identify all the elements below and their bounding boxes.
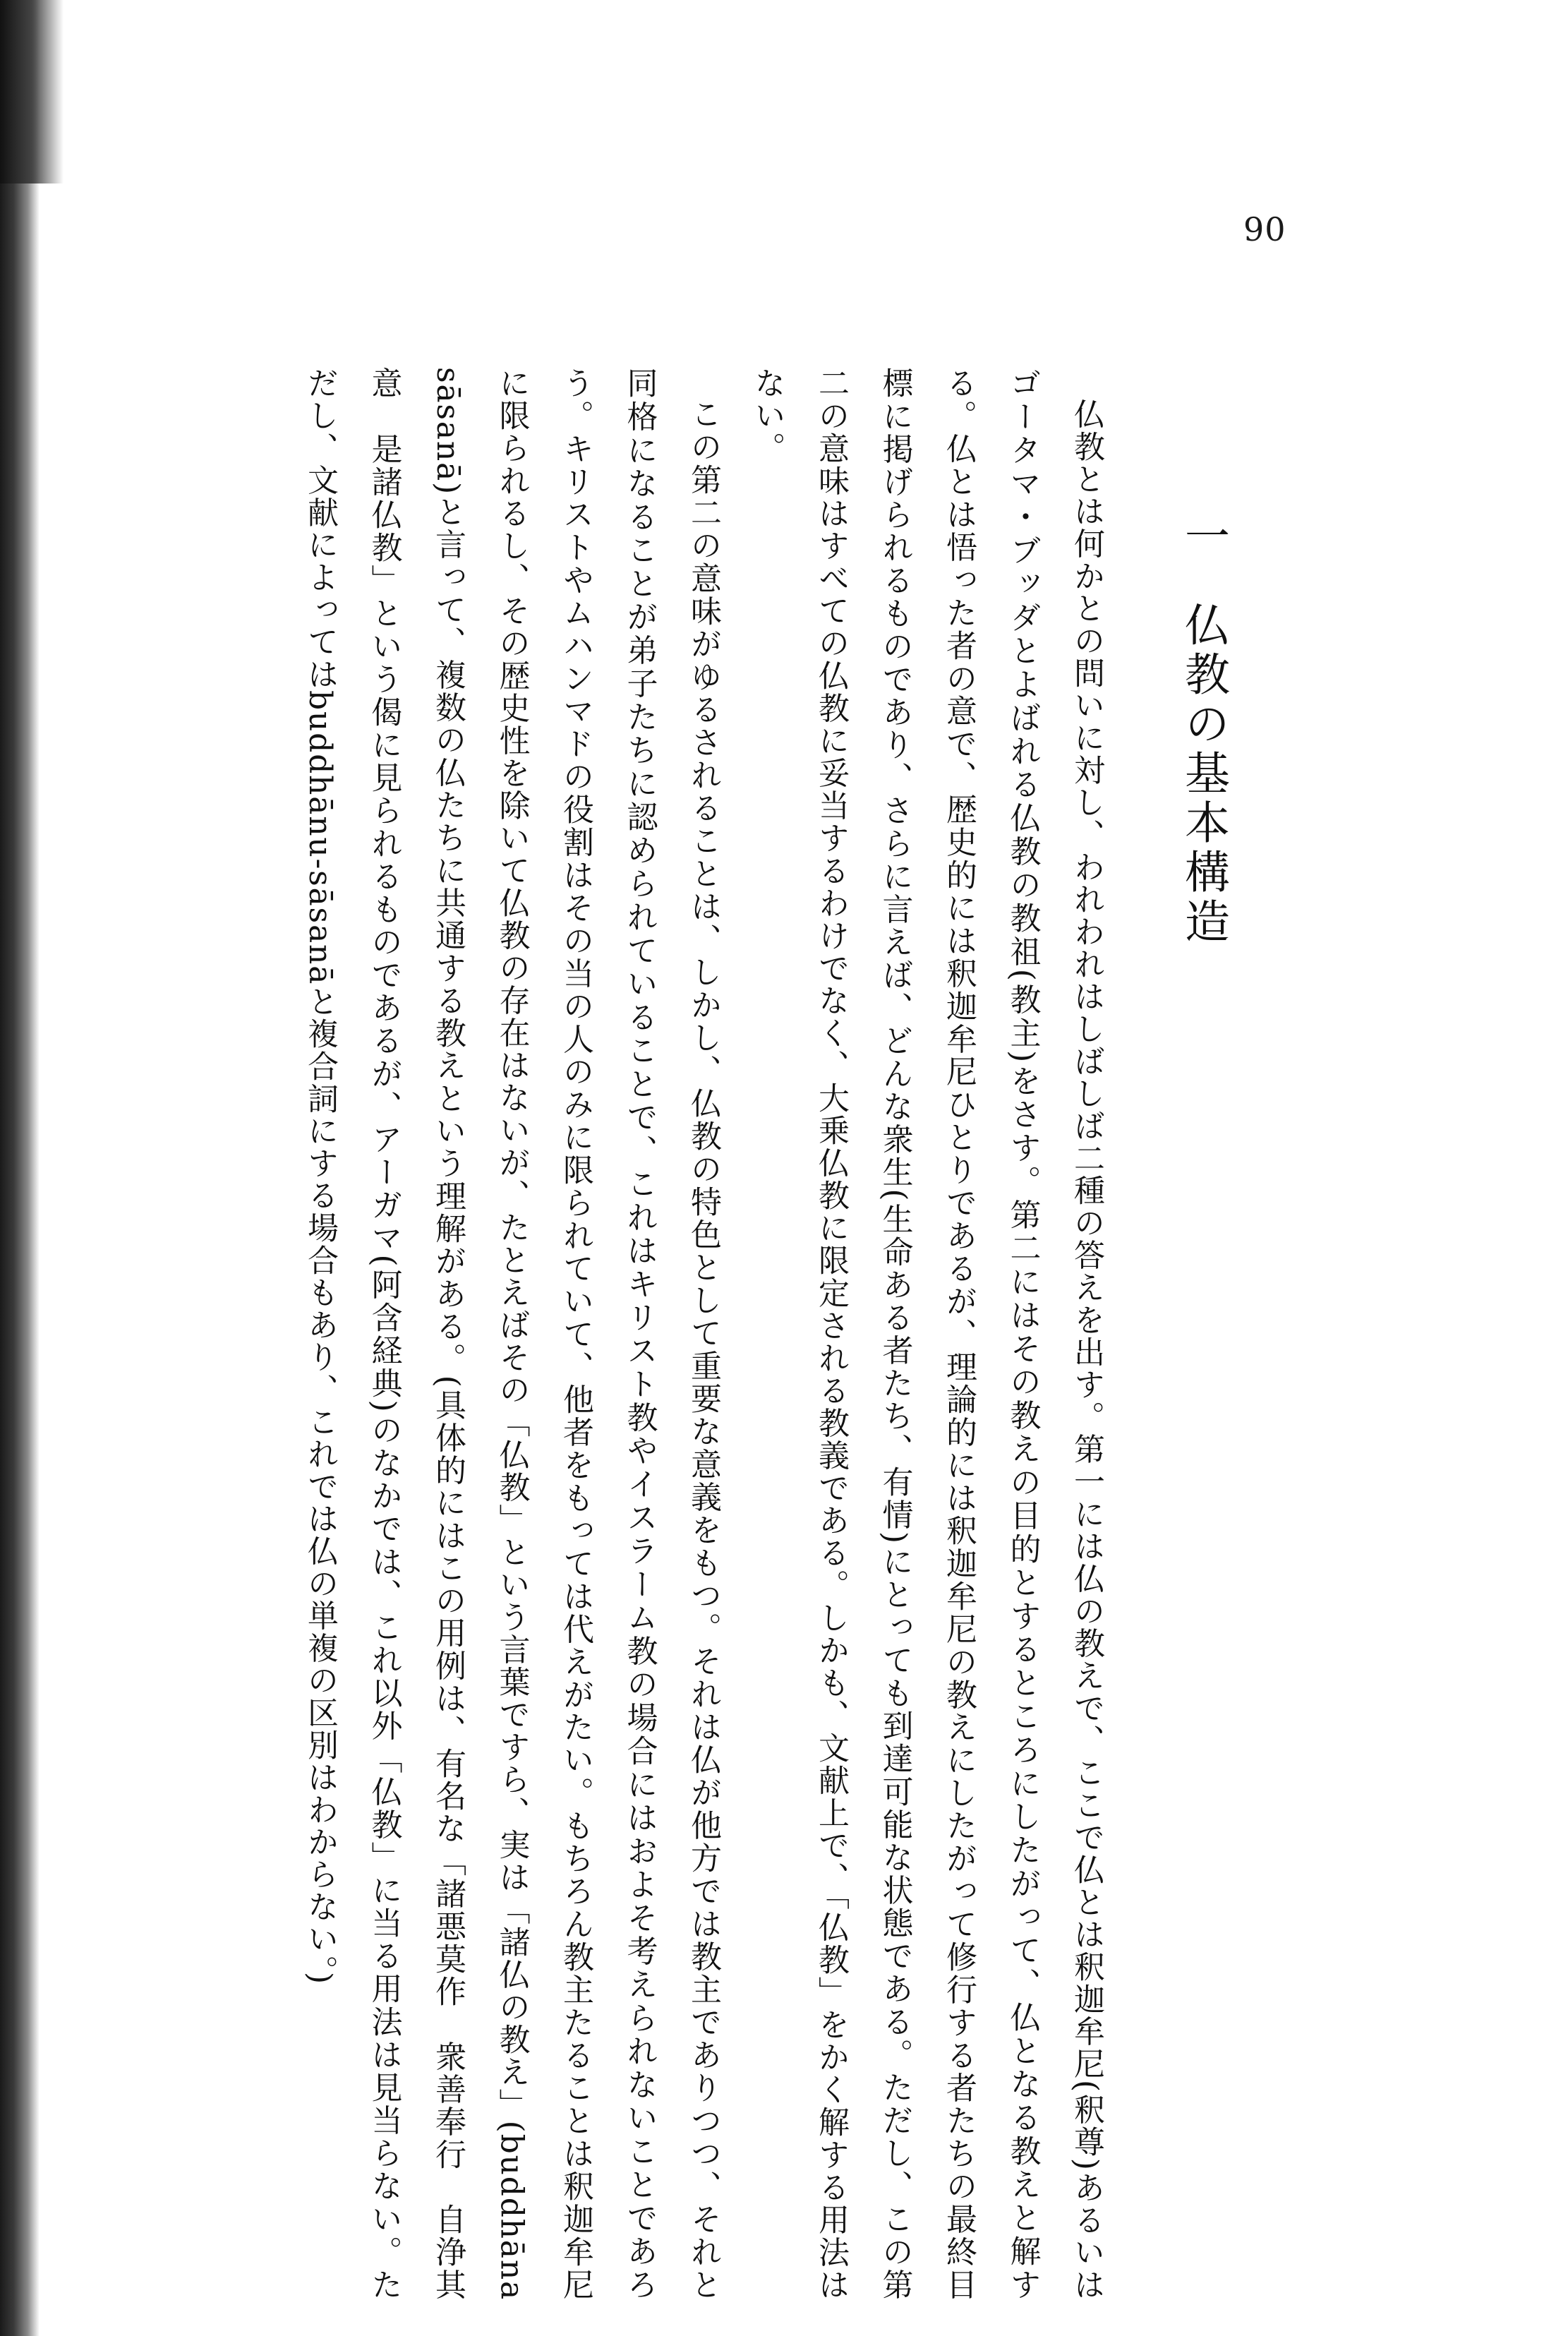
paragraph-1: 仏教とは何かとの問いに対し、われわれはしばしば二種の答えを出す。第一には仏の教えで、ここで仏とは釈迦牟尼(釈尊)あるいはゴータマ・ブッダとよばれる仏教の教祖(教主)をさす。第二にはその教えの目的とするところにしたがって、仏となる教えと解する。仏とは悟った者の意で、歴史的には釈迦牟尼ひとりであるが、理論的には釈迦牟尼の教えにしたがって修行する者たちの最終目標に掲げられるものであり、さらに言えば、どんな衆生(生命ある者たち、有情)にとっても到達可能な状態である。ただし、この第二の意味はすべての仏教に妥当するわけでなく、大乗仏教に限定される教義である。しかも、文献上で、「仏教」をかく解する用法はない。 bbox=[749, 367, 1104, 2301]
body-text bbox=[85, 367, 1242, 2301]
page-number: 90 bbox=[1243, 210, 1286, 248]
section-heading bbox=[1164, 367, 1242, 2301]
section-number: 一 bbox=[1177, 512, 1229, 562]
scan-edge-shadow bbox=[0, 0, 40, 2336]
paragraph-2: この第二の意味がゆるされることは、しかし、仏教の特色として重要な意義をもつ。それは仏が他方では教主でありつつ、それと同格になることが弟子たちに認められていることで、これはキリスト教やイスラーム教の場合にはおよそ考えられないことであろう。キリストやムハンマドの役割はその当の人のみに限られていて、他者をもっては代えがたい。もちろん教主たることは釈迦牟尼に限られるし、その歴史性を除いて仏教の存在はないが、たとえばその「仏教」という言葉ですら、実は「諸仏の教え」(buddhāna sāsanā)と言って、複数の仏たちに共通する教えという理解がある。(具体的にはこの用例は、有名な「諸悪莫作 衆善奉行 自浄其意 是諸仏教」という偈に見られるものであるが、アーガマ(阿含経典)のなかでは、これ以外「仏教」に当る用法は見当らない。ただし、文献によってはbuddhānu-sāsanāと複合詞にする場合もあり、これでは仏の単複の区別はわからない。) bbox=[302, 367, 721, 2301]
section-title: 仏教の基本構造 bbox=[1177, 601, 1229, 947]
scan-edge-shadow-top bbox=[0, 0, 64, 183]
